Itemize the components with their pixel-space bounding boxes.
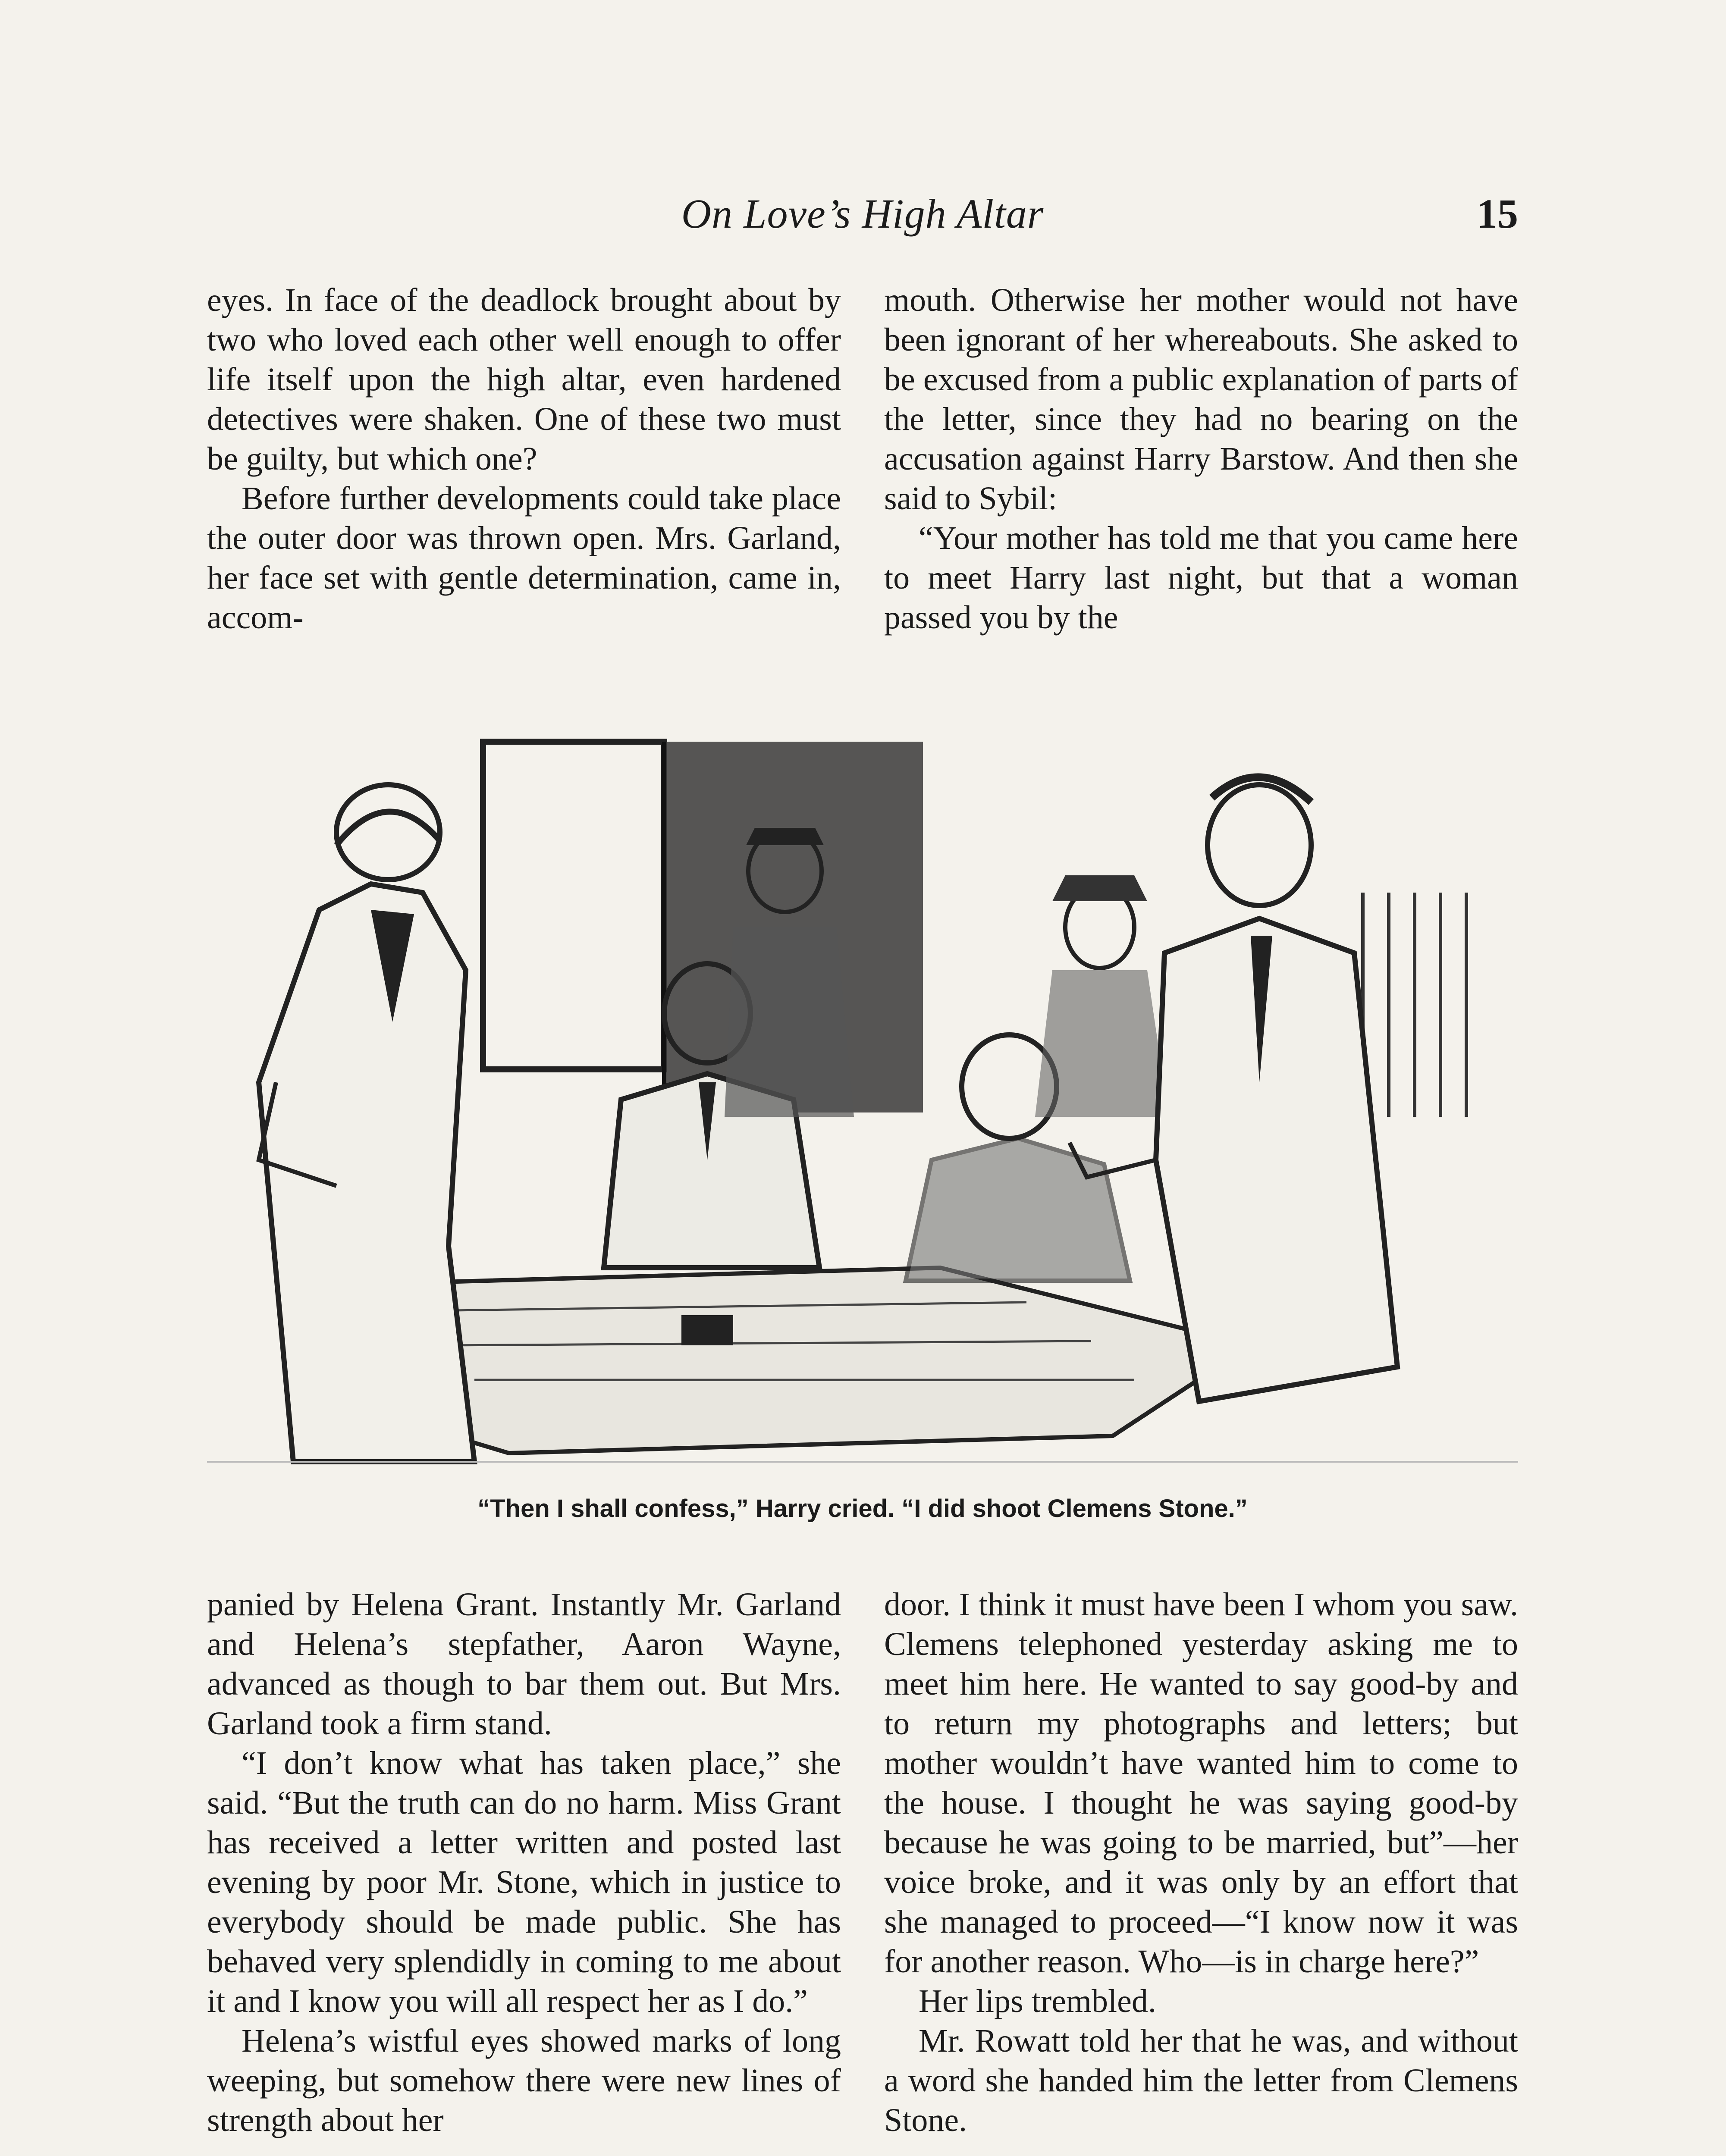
paragraph: “Your mother has told me that you came here to meet Harry last night, but that a woman passed you by the xyxy=(884,520,1518,636)
paragraph: door. I think it must have been I whom you saw. Clemens telephoned yesterday asking me to meet him here. He wanted to say good-by and to return my photographs and letters; but mother wouldn’t have wanted him to come to the house. I thought he was saying good-by because he was going to be married, but”—her voice broke, and it was only by an effort that she managed to proceed—“I know now it was for another reason. Who—is in charge here?” xyxy=(884,1586,1518,1980)
paragraph: Mr. Rowatt told her that he was, and without a word she handed him the letter from Clemens Stone. xyxy=(884,2023,1518,2138)
paragraph: Before further developments could take place the outer door was thrown open. Mrs. Garland, her face set with gentle determination, came in, accom- xyxy=(207,480,841,636)
text-column-bottom-right xyxy=(884,1585,1518,2140)
text-column-bottom-left xyxy=(207,1585,841,2140)
running-title: On Love’s High Altar xyxy=(681,191,1044,237)
illustration-caption: “Then I shall confess,” Harry cried. “I did shoot Clemens Stone.” xyxy=(477,1495,1248,1523)
paragraph: “I don’t know what has taken place,” she said. “But the truth can do no harm. Miss Grant has received a letter written and posted last evening by poor Mr. Stone, which in justice to everybody should be made public. She has behaved very splendidly in coming to me about it and I know you will all respect her as I do.” xyxy=(207,1745,841,2019)
paragraph: Her lips trembled. xyxy=(919,1983,1156,2019)
paragraph: mouth. Otherwise her mother would not have been ignorant of her whereabouts. She asked to be excused from a public explanation of parts of the letter, since they had no bearing on the accusation against Harry Barstow. And then she said to Sybil: xyxy=(884,282,1518,517)
text-column-top-right xyxy=(884,280,1518,637)
illustration xyxy=(207,729,1518,1479)
paragraph: eyes. In face of the deadlock brought about by two who loved each other well enough to offer life itself upon the high altar, even hardened detectives were shaken. One of these two must be guilty, but which one? xyxy=(207,282,841,477)
page-number: 15 xyxy=(1477,191,1518,237)
paragraph: panied by Helena Grant. Instantly Mr. Garland and Helena’s stepfather, Aaron Wayne, advanced as though to bar them out. But Mrs. Garland took a firm stand. xyxy=(207,1586,841,1742)
illustration-drawing xyxy=(207,729,1518,1479)
page-header xyxy=(207,190,1518,250)
paragraph: Helena’s wistful eyes showed marks of long weeping, but somehow there were new lines of strength about her xyxy=(207,2023,841,2138)
text-column-top-left xyxy=(207,280,841,637)
